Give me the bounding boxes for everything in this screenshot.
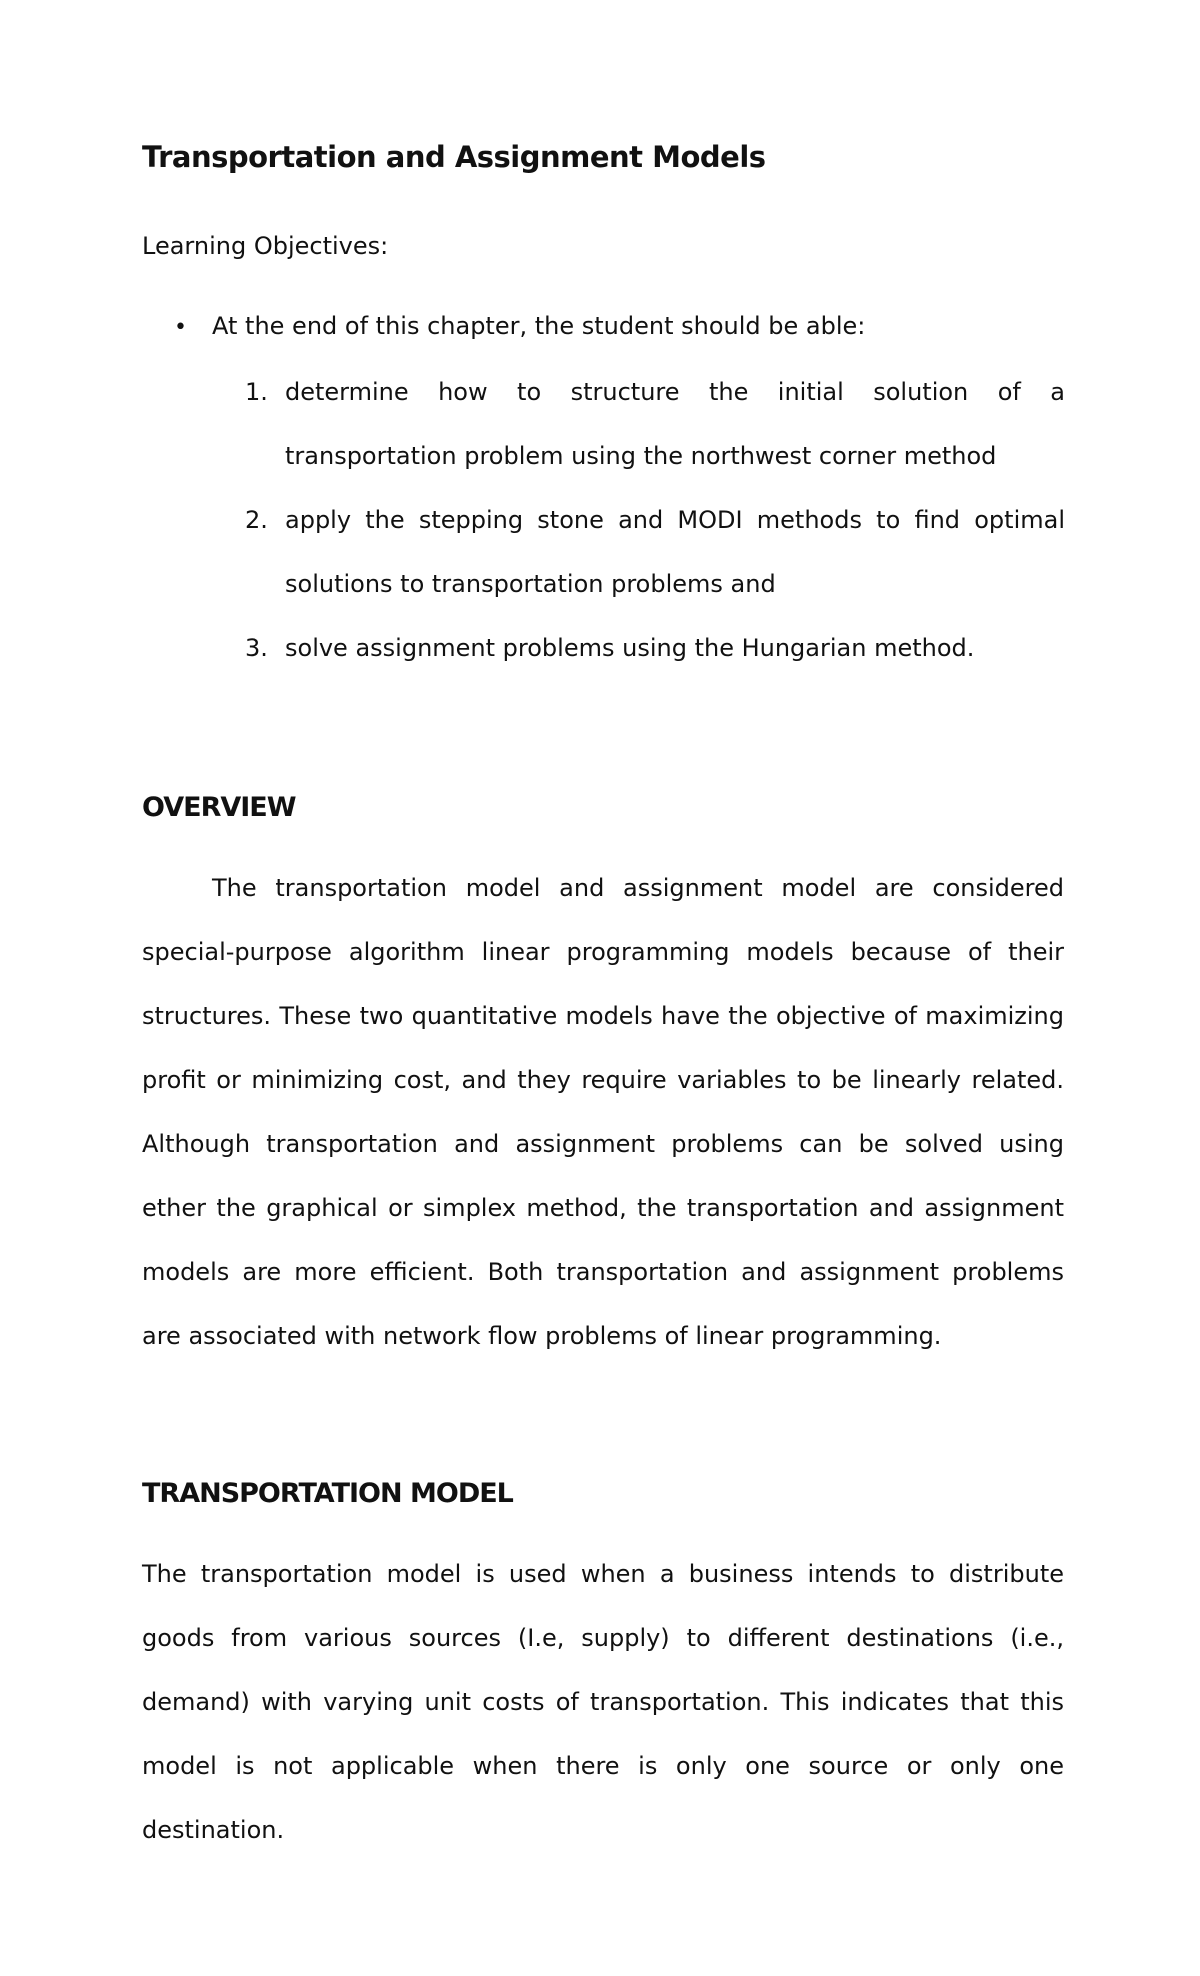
bullet-icon: • [174,315,187,340]
bullet-text: At the end of this chapter, the student should be able: [212,312,866,340]
objective-text: determine how to structure the initial solution of a transportation problem using the northwest corner method [285,378,1065,470]
objective-item-1 [245,360,1065,488]
objective-number: 2. [245,506,268,534]
learning-objectives-label: Learning Objectives: [142,232,389,260]
objective-text: apply the stepping stone and MODI methods to find optimal solutions to transportation problems and [285,506,1065,598]
transportation-model-paragraph: The transportation model is used when a business intends to distribute goods from various sources (I.e, supply) to different destinations (i.e., demand) with varying unit costs of transportation. This indicates that this model is not applicable when there is only one source or only one destination. [142,1560,1064,1844]
transportation-model-heading: TRANSPORTATION MODEL [142,1478,513,1509]
document-title: Transportation and Assignment Models [142,140,766,174]
overview-heading: OVERVIEW [142,792,296,823]
objectives-bullet [174,312,865,340]
objective-number: 1. [245,378,268,406]
overview-paragraph: The transportation model and assignment model are considered special-purpose algorithm linear programming models because of their structures. These two quantitative models have the objective of maximizing profit or minimizing cost, and they require variables to be linearly related. Although transportation and assignment problems can be solved using ether the graphical or simplex method, the transportation and assignment models are more efficient. Both transportation and assignment problems are associated with network flow problems of linear programming. [142,874,1064,1350]
objective-item-3 [245,616,1065,680]
objective-number: 3. [245,634,268,662]
objective-item-2 [245,488,1065,616]
objective-text: solve assignment problems using the Hungarian method. [285,634,975,662]
